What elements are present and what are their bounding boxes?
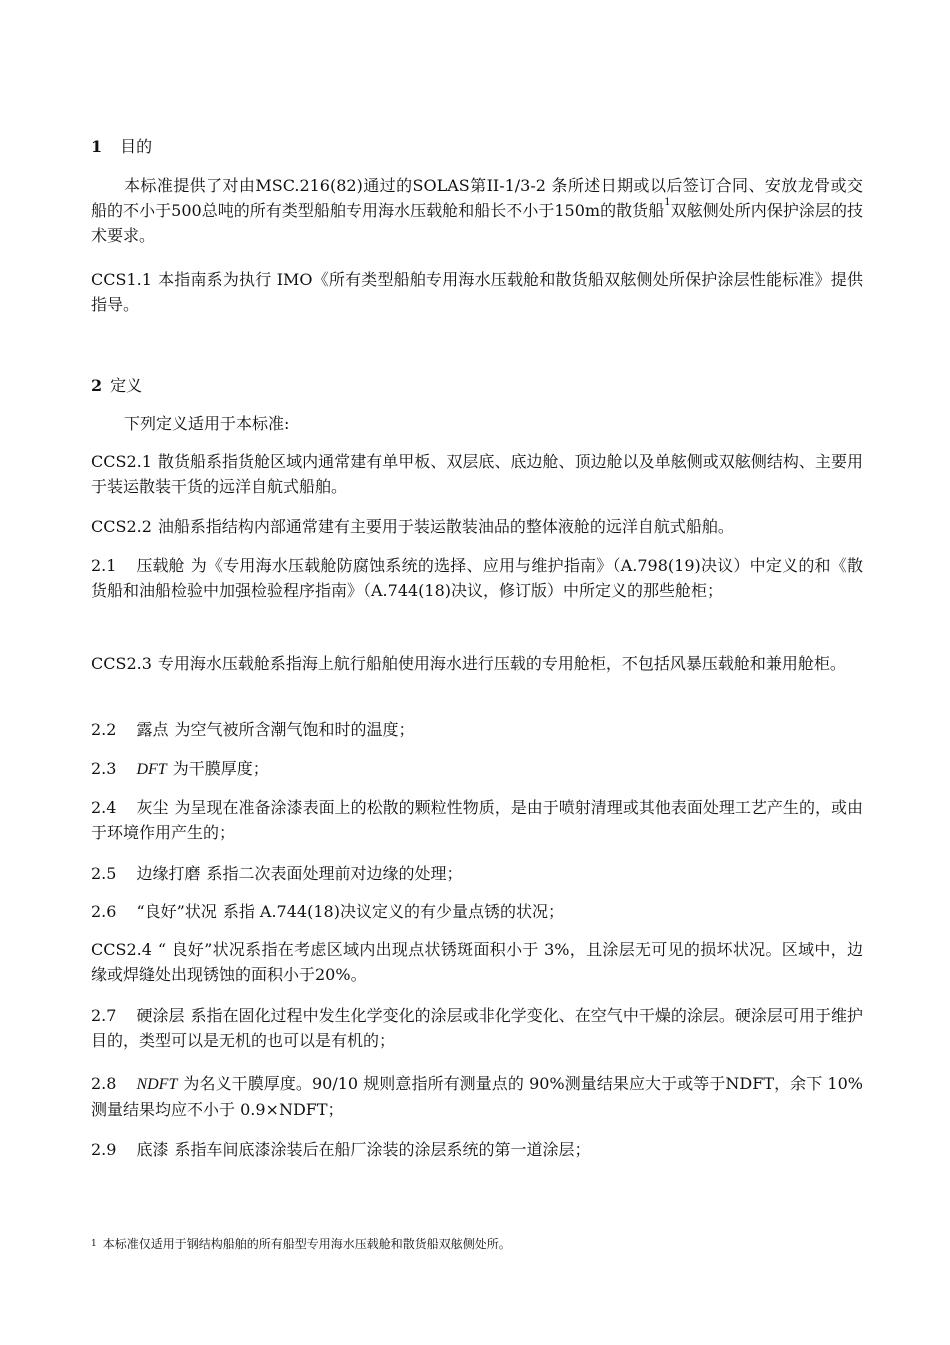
clause-number: 2.6	[91, 902, 117, 921]
clause-text: 为《专用海水压载舱防腐蚀系统的选择、应用与维护指南》（A.798(19)决议）中定义的和《散货船和油船检验中加强检验程序指南》（A.744(18)决议，修订版）中所定义的那些舱柜；	[91, 556, 863, 600]
clause-2-4	[91, 795, 863, 845]
defined-term: “良好”状况	[136, 902, 217, 921]
defined-term: 底漆	[136, 1140, 169, 1159]
footnote-mark: 1	[91, 1239, 97, 1249]
clause-text: 专用海水压载舱系指海上航行船舶使用海水进行压载的专用舱柜，不包括风暴压载舱和兼用舱柜。	[157, 654, 846, 673]
clause-text: 为呈现在准备涂漆表面上的松散的颗粒性物质，是由于喷射清理或其他表面处理工艺产生的，或由于环境作用产生的；	[91, 798, 863, 842]
clause-label: CCS2.3	[91, 654, 152, 673]
section-1-heading	[91, 134, 152, 157]
clause-number: 2.2	[91, 720, 117, 739]
clause-text: 为名义干膜厚度。90/10 规则意指所有测量点的 90%测量结果应大于或等于NDFT，余下 10%测量结果均应不小于 0.9×NDFT；	[91, 1074, 863, 1119]
clause-2-3	[91, 756, 863, 782]
intro-text: 下列定义适用于本标准:	[124, 414, 290, 433]
clause-number: 2.9	[91, 1140, 117, 1159]
defined-term: DFT	[136, 761, 167, 778]
section-number: 2	[91, 376, 103, 395]
clause-text: 系指 A.744(18)决议定义的有少量点锈的状况；	[222, 902, 564, 921]
clause-ccs2-1	[91, 449, 863, 499]
clause-number: 2.4	[91, 798, 117, 817]
footnote-reference: 1	[664, 197, 671, 208]
clause-label: CCS2.2	[91, 517, 152, 536]
clause-label: CCS2.1	[91, 452, 152, 471]
footnote-text: 本标准仅适用于钢结构船舶的所有船型专用海水压载舱和散货船双舷侧处所。	[102, 1237, 511, 1251]
defined-term: 压载舱	[136, 556, 185, 575]
clause-text: 为空气被所含潮气饱和时的温度；	[174, 720, 415, 739]
intro-tail: 双舷侧处所内保护涂层的技术要求。	[91, 201, 863, 245]
defined-term: NDFT	[136, 1076, 178, 1093]
clause-text: 系指车间底漆涂装后在船厂涂装的涂层系统的第一道涂层；	[174, 1140, 591, 1159]
clause-2-7	[91, 1003, 863, 1053]
defined-term: 灰尘	[136, 798, 169, 817]
clause-number: 2.7	[91, 1006, 117, 1025]
defined-term: 边缘打磨	[136, 864, 201, 883]
defined-term: 露点	[136, 720, 169, 739]
footnote	[91, 1236, 863, 1252]
section-2-intro	[91, 411, 863, 436]
clause-text: 本指南系为执行 IMO《所有类型船舶专用海水压载舱和散货船双舷侧处所保护涂层性能标准》提供指导。	[91, 270, 863, 314]
section-title: 目的	[120, 137, 153, 156]
clause-2-9	[91, 1137, 863, 1162]
clause-2-6	[91, 899, 863, 924]
defined-term: 硬涂层	[136, 1006, 185, 1025]
clause-2-1	[91, 553, 863, 603]
clause-text: “ 良好”状况系指在考虑区域内出现点状锈斑面积小于 3%，且涂层无可见的损坏状况。区域中，边缘或焊缝处出现锈蚀的面积小于20%。	[91, 940, 863, 984]
clause-ccs1-1	[91, 267, 863, 317]
clause-label: CCS1.1	[91, 270, 152, 289]
clause-2-2	[91, 717, 863, 742]
clause-text: 油船系指结构内部通常建有主要用于装运散装油品的整体液舱的远洋自航式船舶。	[157, 517, 734, 536]
section-2-heading	[91, 373, 142, 396]
clause-ccs2-3	[91, 651, 863, 676]
clause-text: 系指在固化过程中发生化学变化的涂层或非化学变化、在空气中干燥的涂层。硬涂层可用于维护目的，类型可以是无机的也可以是有机的；	[91, 1006, 863, 1050]
clause-label: CCS2.4	[91, 940, 152, 959]
clause-2-5	[91, 861, 863, 886]
clause-number: 2.8	[91, 1074, 117, 1093]
section-1-intro	[91, 173, 863, 248]
section-number: 1	[91, 137, 103, 156]
intro-text: 本标准提供了对由MSC.216(82)通过的SOLAS第II-1/3-2 条所述日期或以后签订合同、安放龙骨或交船的不小于500总吨的所有类型船舶专用海水压载舱和船长不小于150m的散货船	[91, 176, 863, 220]
clause-ccs2-2	[91, 514, 863, 539]
clause-number: 2.5	[91, 864, 117, 883]
section-title: 定义	[110, 376, 143, 395]
clause-text: 为干膜厚度；	[172, 759, 269, 778]
clause-number: 2.3	[91, 759, 117, 778]
clause-text: 系指二次表面处理前对边缘的处理；	[206, 864, 463, 883]
clause-ccs2-4	[91, 937, 863, 987]
clause-2-8	[91, 1071, 863, 1122]
clause-text: 散货船系指货舱区域内通常建有单甲板、双层底、底边舱、顶边舱以及单舷侧或双舷侧结构、主要用于装运散装干货的远洋自航式船舶。	[91, 452, 863, 496]
clause-number: 2.1	[91, 556, 117, 575]
